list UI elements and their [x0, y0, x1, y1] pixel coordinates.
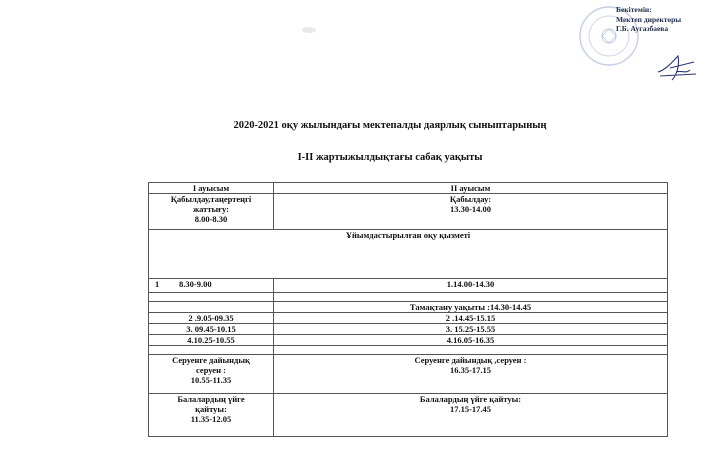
page-subtitle: I-II жартыжылдықтағы сабақ уақыты — [297, 152, 483, 163]
table-row-acceptance — [149, 194, 668, 230]
lesson-shift-1: 4.10.25-10.55 — [149, 335, 274, 346]
acceptance-right-time: 13.30-14.00 — [449, 204, 492, 214]
home-shift-2 — [274, 394, 668, 437]
home-right-time: 17.15-17.45 — [449, 404, 492, 414]
home-right-line: Балалардың үйге қайтуы: — [419, 394, 522, 404]
lesson-1-shift-2: 1.14.00-14.30 — [274, 279, 668, 293]
table-row-walk — [149, 355, 668, 394]
acceptance-shift-2 — [274, 194, 668, 230]
table-row — [149, 313, 668, 324]
table-row-meal — [149, 302, 668, 313]
lesson-1-shift-1 — [149, 279, 274, 293]
approval-label: Бекітемін: — [616, 5, 652, 14]
approval-name: Г.Б. Аугазбаева — [616, 24, 669, 33]
table-header-row — [149, 183, 668, 194]
page-title: 2020-2021 оқу жылындағы мектепалды даярлық сыныптарының — [233, 120, 547, 131]
home-shift-1 — [149, 394, 274, 437]
home-left-line: Балалардың үйге — [177, 394, 245, 404]
lesson-shift-2: 2 .14.45-15.15 — [274, 313, 668, 324]
lesson-shift-1: 2 .9.05-09.35 — [149, 313, 274, 324]
table-row-empty — [149, 346, 668, 355]
walk-left-line: Серуенге дайындық — [172, 355, 250, 365]
acceptance-shift-1 — [149, 194, 274, 230]
lesson-1-time: 8.30-9.00 — [179, 279, 212, 289]
organized-activity: Ұйымдастырылған оқу қызметі — [149, 230, 668, 279]
smudge-mark-icon — [296, 23, 322, 37]
schedule-table — [148, 182, 668, 437]
lesson-shift-2: 3. 15.25-15.55 — [274, 324, 668, 335]
home-left-line: қайтуы: — [195, 404, 227, 414]
table-row — [149, 335, 668, 346]
acceptance-left-line: Қабылдау,таңертеңгі — [170, 194, 252, 204]
acceptance-left-time: 8.00-8.30 — [194, 214, 228, 224]
walk-left-time: 10.55-11.35 — [190, 375, 232, 385]
table-row — [149, 324, 668, 335]
lesson-1-number: 1 — [155, 279, 160, 289]
approval-block — [616, 5, 681, 34]
walk-shift-1 — [149, 355, 274, 394]
approval-position: Мектеп директоры — [616, 14, 682, 24]
walk-right-line: Серуенге дайындық ,серуен : — [414, 355, 527, 365]
acceptance-right-line: Қабылдау: — [449, 194, 492, 204]
table-row-home — [149, 394, 668, 437]
lesson-shift-2: 4.16.05-16.35 — [274, 335, 668, 346]
table-row-organized — [149, 230, 668, 279]
header-shift-2: II ауысым — [274, 183, 668, 194]
table-row-empty — [149, 293, 668, 302]
header-shift-1: I ауысым — [149, 183, 274, 194]
acceptance-left-line: жаттығу: — [192, 204, 229, 214]
lesson-shift-1: 3. 09.45-10.15 — [149, 324, 274, 335]
signature-icon — [656, 52, 698, 84]
walk-shift-2 — [274, 355, 668, 394]
walk-right-time: 16.35-17.15 — [449, 365, 492, 375]
table-row-lesson-1 — [149, 279, 668, 293]
home-left-time: 11.35-12.05 — [190, 414, 232, 424]
walk-left-line: серуен : — [196, 365, 226, 375]
meal-time: Тамақтану уақыты :14.30-14.45 — [274, 302, 668, 313]
